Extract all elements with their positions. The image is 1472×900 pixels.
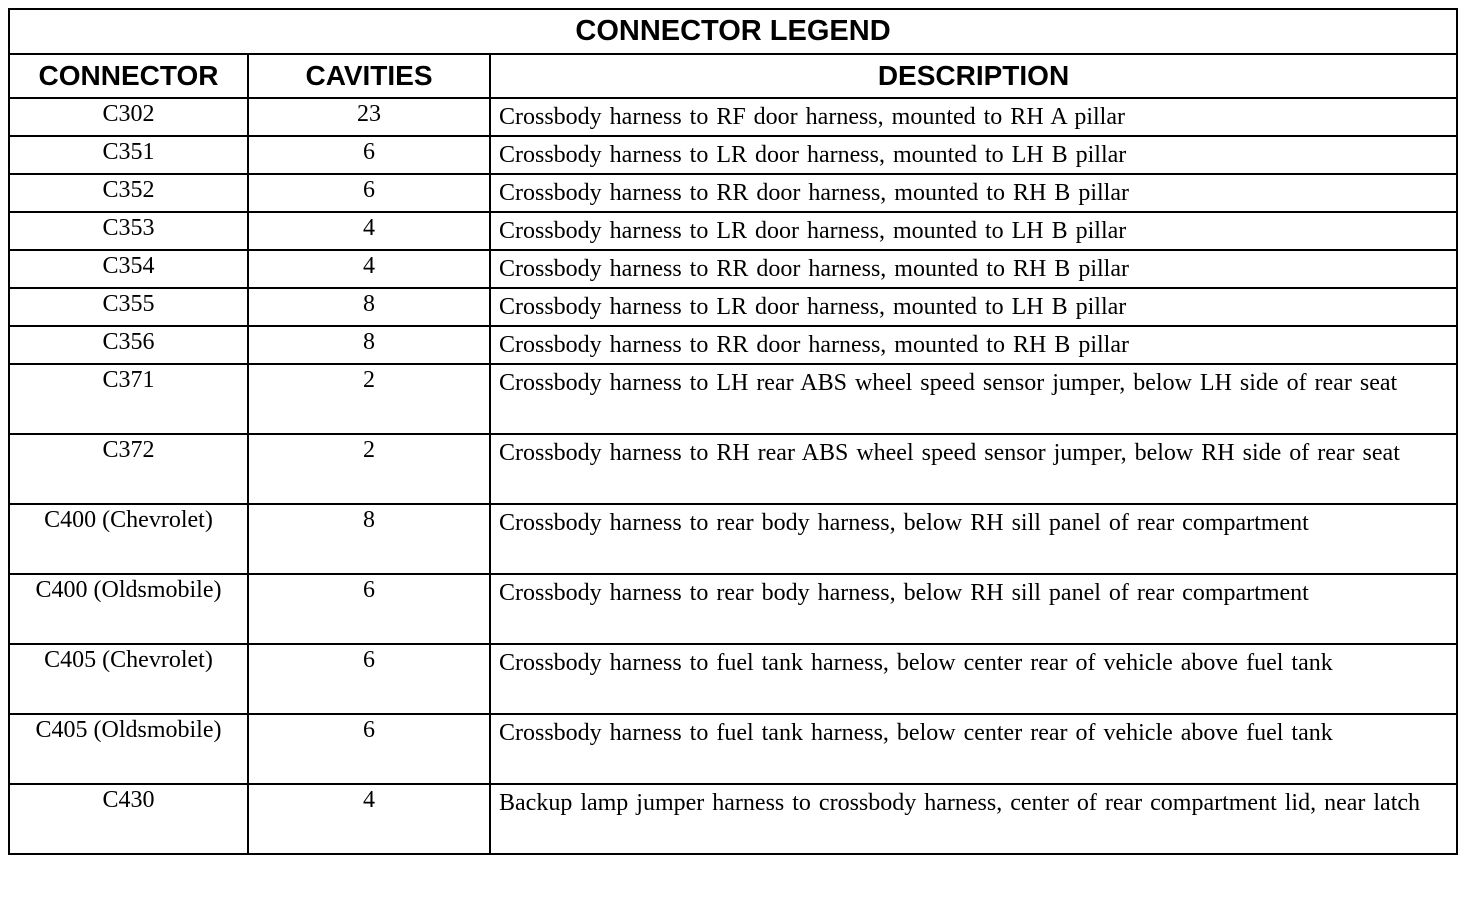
cavities-cell: 6: [248, 174, 490, 212]
table-row: [9, 326, 1457, 364]
table-row: [9, 504, 1457, 574]
description-cell: Crossbody harness to fuel tank harness, below center rear of vehicle above fuel tank: [490, 714, 1457, 784]
connector-cell: C405 (Chevrolet): [9, 644, 248, 714]
connector-legend-table: [8, 8, 1458, 855]
connector-cell: C430: [9, 784, 248, 854]
cavities-cell: 6: [248, 714, 490, 784]
table-row: [9, 288, 1457, 326]
description-cell: Crossbody harness to RR door harness, mounted to RH B pillar: [490, 174, 1457, 212]
connector-cell: C355: [9, 288, 248, 326]
description-cell: Backup lamp jumper harness to crossbody harness, center of rear compartment lid, near latch: [490, 784, 1457, 854]
connector-cell: C400 (Chevrolet): [9, 504, 248, 574]
table-title: CONNECTOR LEGEND: [9, 9, 1457, 54]
connector-cell: C400 (Oldsmobile): [9, 574, 248, 644]
table-row: [9, 136, 1457, 174]
cavities-cell: 4: [248, 784, 490, 854]
cavities-cell: 6: [248, 574, 490, 644]
table-row: [9, 98, 1457, 136]
description-cell: Crossbody harness to LH rear ABS wheel speed sensor jumper, below LH side of rear seat: [490, 364, 1457, 434]
description-cell: Crossbody harness to rear body harness, below RH sill panel of rear compartment: [490, 504, 1457, 574]
header-row: [9, 54, 1457, 98]
connector-cell: C351: [9, 136, 248, 174]
description-cell: Crossbody harness to RR door harness, mounted to RH B pillar: [490, 250, 1457, 288]
cavities-cell: 2: [248, 364, 490, 434]
description-cell: Crossbody harness to LR door harness, mounted to LH B pillar: [490, 288, 1457, 326]
cavities-cell: 2: [248, 434, 490, 504]
description-cell: Crossbody harness to rear body harness, below RH sill panel of rear compartment: [490, 574, 1457, 644]
cavities-cell: 6: [248, 644, 490, 714]
table-row: [9, 250, 1457, 288]
description-cell: Crossbody harness to RF door harness, mounted to RH A pillar: [490, 98, 1457, 136]
description-cell: Crossbody harness to RH rear ABS wheel speed sensor jumper, below RH side of rear seat: [490, 434, 1457, 504]
cavities-cell: 23: [248, 98, 490, 136]
header-description: DESCRIPTION: [490, 54, 1457, 98]
cavities-cell: 8: [248, 288, 490, 326]
table-row: [9, 784, 1457, 854]
cavities-cell: 4: [248, 212, 490, 250]
connector-cell: C353: [9, 212, 248, 250]
table-row: [9, 174, 1457, 212]
description-cell: Crossbody harness to LR door harness, mounted to LH B pillar: [490, 136, 1457, 174]
cavities-cell: 8: [248, 326, 490, 364]
table-row: [9, 644, 1457, 714]
description-cell: Crossbody harness to RR door harness, mounted to RH B pillar: [490, 326, 1457, 364]
connector-cell: C356: [9, 326, 248, 364]
connector-cell: C354: [9, 250, 248, 288]
connector-cell: C371: [9, 364, 248, 434]
table-row: [9, 714, 1457, 784]
connector-cell: C405 (Oldsmobile): [9, 714, 248, 784]
description-cell: Crossbody harness to LR door harness, mounted to LH B pillar: [490, 212, 1457, 250]
cavities-cell: 6: [248, 136, 490, 174]
table-row: [9, 212, 1457, 250]
connector-cell: C372: [9, 434, 248, 504]
cavities-cell: 4: [248, 250, 490, 288]
table-row: [9, 364, 1457, 434]
connector-cell: C302: [9, 98, 248, 136]
table-row: [9, 574, 1457, 644]
cavities-cell: 8: [248, 504, 490, 574]
header-cavities: CAVITIES: [248, 54, 490, 98]
title-row: [9, 9, 1457, 54]
table-row: [9, 434, 1457, 504]
connector-cell: C352: [9, 174, 248, 212]
description-cell: Crossbody harness to fuel tank harness, below center rear of vehicle above fuel tank: [490, 644, 1457, 714]
header-connector: CONNECTOR: [9, 54, 248, 98]
